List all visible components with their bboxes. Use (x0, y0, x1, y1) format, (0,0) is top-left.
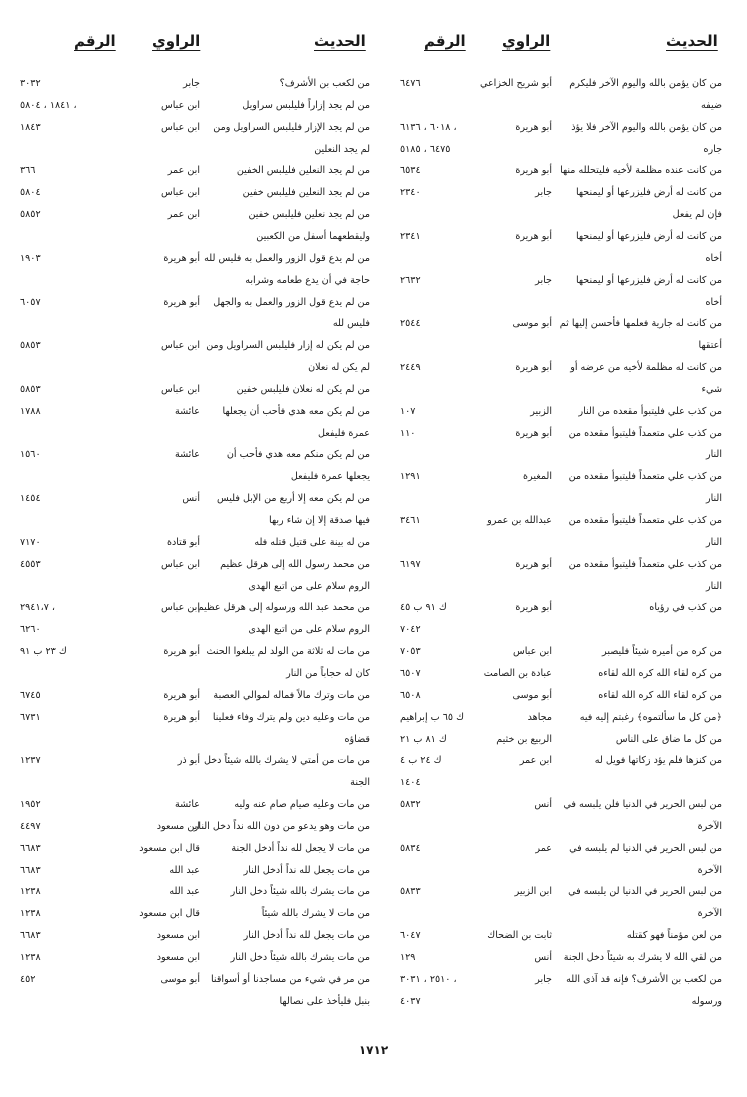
hadith-text-right: النار (705, 537, 722, 548)
hadith-number-left: ٦٦٨٣ (20, 843, 41, 854)
hadith-text-left: من مات يشرك بالله شيئاً دخل النار (230, 886, 370, 897)
hadith-text-left: فيها صدقة إلا إن شاء ربها (269, 515, 370, 526)
hadith-text-left: من مات لا يشرك بالله شيئاً (261, 908, 370, 919)
hadith-text-left: من لم يكن له إزار فليلبس السراويل ومن (206, 340, 370, 351)
narrator-right: ثابت بن الضحاك (487, 930, 552, 941)
narrator-left: أبو هريرة (163, 253, 200, 264)
narrator-right: أبو هريرة (515, 559, 552, 570)
narrator-left: أبو هريرة (163, 646, 200, 657)
hadith-number-right: ك ٢٤ ب ٤ (400, 755, 442, 766)
hadith-text-left: من مات وهو يدعو من دون الله نداً دخل النار (193, 821, 370, 832)
hadith-text-left: الروم سلام على من اتبع الهدى (248, 581, 370, 592)
hadith-text-right: من كره لقاء الله كره الله لقاءه (598, 690, 722, 701)
hadith-text-right: ﴿من كل ما سألتموه﴾ رغبتم إليه فيه (579, 712, 722, 723)
hadith-text-left: من مات له ثلاثة من الولد لم يبلغوا الحنث (206, 646, 370, 657)
hadith-number-right: ٢٥٤٤ (400, 318, 421, 329)
hadith-text-left: من لم يكن له نعلان فليلبس خفين (236, 384, 370, 395)
hadith-text-left: من مات وترك مالاً فماله لموالي العصبة (213, 690, 370, 701)
hadith-text-right: الآخرة (697, 865, 722, 876)
hadith-text-left: من مات يشرك بالله شيئاً دخل النار (230, 952, 370, 963)
header-number-left: الرقم (74, 32, 116, 50)
narrator-left: أبو قتادة (166, 537, 200, 548)
hadith-text-right: ورسوله (691, 996, 722, 1007)
hadith-text-right: من لبس الحرير في الدنيا لن يلبسه في (568, 886, 722, 897)
hadith-number-left: ١٢٣٨ (20, 952, 41, 963)
hadith-number-right: ك ٩١ ب ٤٥ (400, 602, 447, 613)
hadith-number-right: ٢٤٤٩ (400, 362, 421, 373)
hadith-number-left: ٧١٧٠ (20, 537, 41, 548)
hadith-text-right: من كذب علي متعمداً فليتبوأ مقعده من (568, 559, 722, 570)
hadith-text-left: من مات يجعل لله نداً أدخل النار (243, 865, 370, 876)
hadith-text-left: الروم سلام على من اتبع الهدى (248, 624, 370, 635)
hadith-number-left: ٢٩٤١،٧ ، (20, 602, 56, 613)
narrator-right: عبدالله بن عمرو (487, 515, 552, 526)
narrator-left: عائشة (174, 799, 200, 810)
hadith-text-right: أعتقها (698, 340, 722, 351)
header-hadith-right: الحديث (666, 32, 718, 50)
hadith-text-right: من كان يؤمن بالله واليوم الآخر فليكرم (569, 78, 722, 89)
hadith-text-right: من لقي الله لا يشرك به شيئاً دخل الجنة (563, 952, 722, 963)
hadith-text-left: لم يكن له نعلان (308, 362, 370, 373)
hadith-number-right: ١٢٩١ (400, 471, 421, 482)
hadith-number-right: ك ٦٥ ب إبراهيم (400, 712, 465, 723)
hadith-number-left: ١٢٣٧ (20, 755, 41, 766)
hadith-text-right: من لبس الحرير في الدنيا فلن يلبسه في (563, 799, 722, 810)
narrator-right: جابر (535, 275, 552, 286)
narrator-right: مجاهد (527, 712, 552, 723)
hadith-number-left: ٥٨٥٣ (20, 384, 41, 395)
hadith-text-right: فإن لم يفعل (672, 209, 722, 220)
narrator-right: ابن عمر (519, 755, 552, 766)
hadith-text-right: من كره لقاء الله كره الله لقاءه (598, 668, 722, 679)
hadith-text-right: من كانت عنده مظلمة لأخيه فليتحلله منها (560, 165, 722, 176)
narrator-right: أبو هريرة (515, 122, 552, 133)
hadith-text-left: من لم يدع قول الزور والعمل به فليس لله (204, 253, 370, 264)
hadith-number-left: ٤٤٩٧ (20, 821, 41, 832)
hadith-text-left: من لكعب بن الأشرف؟ (279, 78, 370, 89)
hadith-text-right: شيء (701, 384, 722, 395)
hadith-number-left: ٥٨٥٣ (20, 340, 41, 351)
hadith-number-left: ٣٦٦ (20, 165, 36, 176)
hadith-number-right: ٤٠٣٧ (400, 996, 421, 1007)
narrator-right: أبو هريرة (515, 428, 552, 439)
header-hadith-left: الحديث (314, 32, 366, 50)
hadith-number-right: ٣٤٦١ (400, 515, 421, 526)
hadith-text-left: عمرة فليفعل (317, 428, 370, 439)
narrator-left: عبد الله (169, 865, 200, 876)
narrator-right: أبو هريرة (515, 165, 552, 176)
narrator-left: عبد الله (169, 886, 200, 897)
narrator-right: أبو شريح الخزاعي (479, 78, 552, 89)
hadith-text-left: من مات وعليه صيام صام عنه وليه (234, 799, 370, 810)
hadith-number-right: ٥٨٣٤ (400, 843, 421, 854)
narrator-right: أبو هريرة (515, 231, 552, 242)
narrator-left: ابن مسعود (156, 821, 200, 832)
hadith-text-right: من كانت له أرض فليزرعها أو ليمنحها (575, 275, 722, 286)
hadith-number-left: ١٢٣٨ (20, 908, 41, 919)
hadith-text-right: الآخرة (697, 821, 722, 832)
narrator-left: أبو هريرة (163, 690, 200, 701)
hadith-number-left: ١٢٣٨ (20, 886, 41, 897)
hadith-text-left: كان له حجاباً من النار (286, 668, 370, 679)
hadith-text-left: من لم يدع قول الزور والعمل به والجهل (213, 297, 370, 308)
hadith-number-right: ٥٨٣٣ (400, 886, 421, 897)
header-number-right: الرقم (424, 32, 466, 50)
narrator-left: ابن عمر (167, 209, 200, 220)
hadith-text-right: النار (705, 449, 722, 460)
hadith-number-left: ٦٢٦٠ (20, 624, 41, 635)
hadith-text-left: من محمد عبد الله ورسوله إلى هرقل عظيم (197, 602, 370, 613)
hadith-text-left: من محمد رسول الله إلى هرقل عظيم (220, 559, 370, 570)
narrator-right: أنس (534, 799, 552, 810)
hadith-number-right: ١٤٠٤ (400, 777, 421, 788)
narrator-right: المغيرة (523, 471, 552, 482)
hadith-text-left: من لم يجد إزاراً فليلبس سراويل (242, 100, 370, 111)
hadith-text-left: الجنة (350, 777, 370, 788)
hadith-text-right: أخاه (705, 297, 722, 308)
narrator-left: ابن عباس (161, 100, 200, 111)
hadith-number-left: ٦٦٨٣ (20, 865, 41, 876)
hadith-number-right: ٢٦٣٢ (400, 275, 421, 286)
hadith-text-right: من كانت له مظلمة لأخيه من عرضه أو (570, 362, 722, 373)
narrator-left: ابن عباس (161, 340, 200, 351)
narrator-right: جابر (535, 974, 552, 985)
hadith-number-left: ٦٦٨٣ (20, 930, 41, 941)
hadith-text-right: من كذب علي متعمداً فليتبوأ مقعده من (568, 515, 722, 526)
narrator-left: ابن مسعود (156, 930, 200, 941)
hadith-text-left: يجعلها عمرة فليفعل (290, 471, 370, 482)
narrator-left: ابن عمر (167, 165, 200, 176)
hadith-number-right: ٦٤٧٦ (400, 78, 421, 89)
header-narrator-right: الراوي (502, 32, 551, 50)
hadith-text-left: من لم يكن منكم معه هدي فأحب أن (226, 449, 370, 460)
hadith-number-right: ٦٠١٨ ، ٦١٣٦ ، (400, 122, 457, 133)
hadith-text-left: من مات يجعل لله نداً أدخل النار (243, 930, 370, 941)
hadith-number-right: ٦٥٠٨ (400, 690, 421, 701)
narrator-right: ابن عباس (513, 646, 552, 657)
hadith-text-right: من كنزها فلم يؤد زكاتها فويل له (594, 755, 722, 766)
hadith-number-left: ٦٧٣١ (20, 712, 41, 723)
hadith-number-right: ٢٥١٠ ، ٣٠٣١ ، (400, 974, 457, 985)
hadith-number-right: ١١٠ (400, 428, 416, 439)
hadith-number-left: ١٨٤٣ (20, 122, 41, 133)
hadith-number-left: ٦٠٥٧ (20, 297, 41, 308)
hadith-text-left: من مات وعليه دين ولم يترك وفاء فعلينا (212, 712, 370, 723)
hadith-text-right: من كانت له أرض فليزرعها أو ليمنحها (575, 187, 722, 198)
hadith-text-right: من كل ما ضاق على الناس (615, 734, 722, 745)
hadith-text-right: من كانت له جارية فعلمها فأحسن إليها ثم (559, 318, 722, 329)
hadith-text-right: جاره (703, 144, 722, 155)
narrator-right: أبو موسى (512, 690, 552, 701)
hadith-text-right: من كذب علي متعمداً فليتبوأ مقعده من (568, 471, 722, 482)
narrator-left: قال ابن مسعود (139, 908, 200, 919)
hadith-text-left: من له بينة على قتيل قتله فله (254, 537, 370, 548)
hadith-text-right: النار (705, 581, 722, 592)
hadith-text-left: فليس لله (332, 318, 370, 329)
narrator-left: أبو ذر (177, 755, 200, 766)
narrator-right: أبو هريرة (515, 602, 552, 613)
hadith-number-left: ٤٥٥٣ (20, 559, 41, 570)
hadith-text-right: النار (705, 493, 722, 504)
hadith-number-left: ١٤٥٤ (20, 493, 41, 504)
hadith-number-right: ٧٠٤٢ (400, 624, 421, 635)
narrator-left: ابن عباس (161, 187, 200, 198)
hadith-number-right: ٦٤٧٥ ، ٥١٨٥ (400, 144, 451, 155)
narrator-left: ابن عباس (161, 559, 200, 570)
narrator-right: أبو موسى (512, 318, 552, 329)
narrator-left: أبو موسى (160, 974, 200, 985)
narrator-left: ابن عباس (161, 122, 200, 133)
hadith-text-right: الآخرة (697, 908, 722, 919)
hadith-text-left: من لم يجد نعلين فليلبس خفين (248, 209, 370, 220)
hadith-number-left: ٥٨٥٢ (20, 209, 41, 220)
hadith-text-left: حاجة في أن يدع طعامه وشرابه (245, 275, 370, 286)
hadith-text-right: من لعن مؤمناً فهو كقتله (626, 930, 722, 941)
hadith-number-right: ٦٠٤٧ (400, 930, 421, 941)
hadith-number-left: ٦٧٤٥ (20, 690, 41, 701)
hadith-number-right: ٦٥٠٧ (400, 668, 421, 679)
narrator-left: ابن عباس (161, 602, 200, 613)
hadith-text-left: وليقطعهما أسفل من الكعبين (256, 231, 370, 242)
hadith-number-right: ك ٨١ ب ٢١ (400, 734, 447, 745)
hadith-number-left: ١٩٥٢ (20, 799, 41, 810)
hadith-text-right: أخاه (705, 253, 722, 264)
narrator-left: عائشة (174, 449, 200, 460)
hadith-number-right: ٦١٩٧ (400, 559, 421, 570)
header-narrator-left: الراوي (152, 32, 201, 50)
hadith-text-left: قضاؤه (344, 734, 370, 745)
hadith-number-right: ١٢٩ (400, 952, 416, 963)
hadith-text-right: من كره من أميره شيئاً فليصبر (602, 646, 722, 657)
narrator-left: أبو هريرة (163, 712, 200, 723)
hadith-text-left: من مر في شيء من مساجدنا أو أسواقنا (211, 974, 370, 985)
hadith-number-left: ١٩٠٣ (20, 253, 41, 264)
narrator-right: عبادة بن الصامت (483, 668, 552, 679)
hadith-text-left: من مات من أمتي لا يشرك بالله شيئاً دخل (203, 755, 370, 766)
hadith-text-left: لم يجد النعلين (314, 144, 370, 155)
narrator-left: ابن عباس (161, 384, 200, 395)
hadith-number-left: ك ٢٣ ب ٩١ (20, 646, 67, 657)
narrator-right: أبو هريرة (515, 362, 552, 373)
hadith-number-left: ١٧٨٨ (20, 406, 41, 417)
hadith-text-right: من كانت له أرض فليزرعها أو ليمنحها (575, 231, 722, 242)
hadith-text-right: من لبس الحرير في الدنيا لم يلبسه في (569, 843, 722, 854)
hadith-number-left: ٥٨٠٤ (20, 187, 41, 198)
hadith-number-left: ٣٠٣٢ (20, 78, 41, 89)
narrator-right: الربيع بن خثيم (496, 734, 552, 745)
hadith-number-right: ٥٨٣٢ (400, 799, 421, 810)
hadith-text-right: ضيفه (700, 100, 722, 111)
hadith-text-left: من لم يجد الإزار فليلبس السراويل ومن (213, 122, 370, 133)
narrator-left: عائشة (174, 406, 200, 417)
hadith-number-right: ١٠٧ (400, 406, 416, 417)
hadith-number-right: ٢٣٤١ (400, 231, 421, 242)
narrator-left: أبو هريرة (163, 297, 200, 308)
hadith-number-right: ٢٣٤٠ (400, 187, 421, 198)
narrator-left: جابر (183, 78, 200, 89)
narrator-right: جابر (535, 187, 552, 198)
narrator-right: عمر (535, 843, 552, 854)
narrator-left: قال ابن مسعود (139, 843, 200, 854)
hadith-text-right: من كذب علي متعمداً فليتبوأ مقعده من (568, 428, 722, 439)
hadith-text-left: من لم يجد النعلين فليلبس خفين (242, 187, 370, 198)
hadith-number-left: ٤٥٢ (20, 974, 36, 985)
narrator-right: ابن الزبير (514, 886, 552, 897)
hadith-text-right: من كذب في رؤياه (649, 602, 722, 613)
hadith-number-left: ١٥٦٠ (20, 449, 41, 460)
hadith-text-right: من كان يؤمن بالله واليوم الآخر فلا يؤذ (571, 122, 722, 133)
narrator-left: ابن مسعود (156, 952, 200, 963)
narrator-left: أنس (182, 493, 200, 504)
hadith-text-left: من لم يكن معه هدي فأحب أن يجعلها (222, 406, 370, 417)
hadith-number-right: ٧٠٥٣ (400, 646, 421, 657)
hadith-text-left: من لم يجد النعلين فليلبس الخفين (236, 165, 370, 176)
hadith-text-left: من مات لا يجعل لله نداً أدخل الجنة (231, 843, 370, 854)
narrator-right: الزبير (530, 406, 552, 417)
hadith-text-right: من لكعب بن الأشرف؟ فإنه قد آذى الله (566, 974, 722, 985)
hadith-text-right: من كذب علي فليتبوأ مقعده من النار (578, 406, 722, 417)
narrator-right: أنس (534, 952, 552, 963)
page-number: ١٧١٢ (358, 1043, 389, 1057)
hadith-number-right: ٦٥٣٤ (400, 165, 421, 176)
hadith-number-left: ١٨٤١ ، ٥٨٠٤ ، (20, 100, 77, 111)
hadith-text-left: من لم يكن معه إلا أربع من الإبل فليس (217, 493, 370, 504)
hadith-text-left: بنبل فليأخذ على نصالها (279, 996, 370, 1007)
